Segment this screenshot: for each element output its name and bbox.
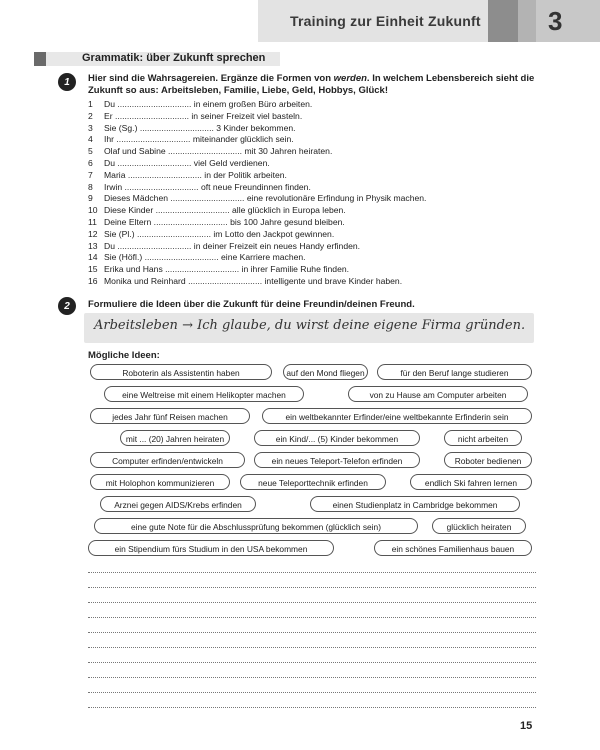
ideas-label: Mögliche Ideen:: [88, 350, 160, 361]
header-accent-mid: [518, 0, 536, 42]
answer-blank[interactable]: ...............................: [162, 264, 242, 275]
row-subject: Sie (Sg.): [104, 122, 138, 133]
exercise-row: [88, 276, 548, 288]
row-subject: Ihr: [104, 134, 115, 145]
answer-blank[interactable]: ...............................: [122, 181, 201, 192]
idea-pill: ein weltbekannter Erfinder/eine weltbekannte Erfinderin sein: [262, 408, 532, 424]
idea-pill: Computer erfinden/entwickeln: [90, 452, 245, 468]
writing-line: [88, 677, 536, 678]
answer-blank[interactable]: ...............................: [115, 99, 194, 109]
header-accent-dark: [488, 0, 518, 42]
exercise-2-instruction: Formuliere die Ideen über die Zukunft für deine Freundin/deinen Freund.: [88, 299, 415, 310]
exercise-row: [88, 158, 548, 170]
answer-blank[interactable]: ...............................: [125, 169, 205, 180]
row-number: 10: [88, 205, 98, 216]
answer-blank[interactable]: ...............................: [142, 252, 221, 263]
writing-line: [88, 572, 536, 573]
idea-pill: jedes Jahr fünf Reisen machen: [90, 408, 250, 424]
row-number: 1: [88, 99, 93, 109]
idea-pill: Roboterin als Assistentin haben: [90, 364, 272, 380]
row-predicate: alle glücklich in Europa leben.: [232, 205, 346, 216]
idea-pill: ein schönes Familienhaus bauen: [374, 540, 532, 556]
arrow-right-icon: →: [182, 318, 193, 333]
idea-pill: Roboter bedienen: [444, 452, 532, 468]
row-subject: Sie (Pl.): [104, 228, 135, 239]
chapter-number: 3: [548, 6, 563, 36]
row-predicate: bis 100 Jahre gesund bleiben.: [230, 216, 345, 227]
row-subject: Erika und Hans: [104, 264, 163, 275]
exercise-1-badge: 1: [58, 73, 76, 91]
row-predicate: mit 30 Jahren heiraten.: [244, 146, 333, 157]
row-subject: Irwin: [104, 181, 123, 192]
row-subject: Du: [104, 157, 115, 168]
row-predicate: im Lotto den Jackpot gewinnen.: [213, 228, 335, 239]
row-predicate: in einem großen Büro arbeiten.: [193, 99, 313, 109]
exercise-1-instruction: Hier sind die Wahrsagereien. Ergänze die Formen von werden. In welchem Lebensbereich sieht die Zukunft so aus: Arbeitsleben, Familie, Liebe, Geld, Hobbys, Glück!: [88, 73, 535, 96]
idea-pill: für den Beruf lange studieren: [377, 364, 532, 380]
writing-line: [88, 662, 536, 663]
exercise-row: [88, 241, 548, 253]
row-predicate: in ihrer Familie Ruhe finden.: [241, 264, 350, 275]
answer-blank[interactable]: ...............................: [112, 110, 192, 121]
exercise-row: [88, 217, 548, 229]
answer-blank[interactable]: ...............................: [134, 228, 214, 239]
writing-line: [88, 602, 536, 603]
answer-blank[interactable]: ...............................: [165, 146, 245, 157]
row-predicate: eine Karriere machen.: [221, 252, 306, 263]
exercise-row: [88, 252, 548, 264]
row-subject: Olaf und Sabine: [104, 146, 166, 157]
answer-blank[interactable]: ...............................: [115, 240, 194, 251]
writing-line: [88, 707, 536, 708]
idea-pill: eine Weltreise mit einem Helikopter machen: [104, 386, 304, 402]
exercise-row: [88, 123, 548, 135]
row-number: 8: [88, 181, 93, 192]
row-subject: Sie (Höfl.): [104, 252, 143, 263]
idea-pill: endlich Ski fahren lernen: [410, 474, 532, 490]
row-subject: Deine Eltern: [104, 216, 152, 227]
row-predicate: in seiner Freizeit viel basteln.: [191, 110, 303, 121]
row-number: 3: [88, 122, 93, 133]
row-number: 6: [88, 157, 93, 168]
row-predicate: in deiner Freizeit ein neues Handy erfinden.: [193, 240, 361, 251]
exercise-row: [88, 99, 548, 111]
page-number: 15: [520, 720, 533, 732]
example-sentence: Arbeitsleben → Ich glaube, du wirst deine eigene Firma gründen.: [94, 318, 526, 333]
exercise-row: [88, 111, 548, 123]
answer-blank[interactable]: ...............................: [153, 205, 232, 216]
row-number: 12: [88, 228, 98, 239]
row-subject: Monika und Reinhard: [104, 275, 186, 286]
exercise-row: [88, 264, 548, 276]
writing-line: [88, 617, 536, 618]
row-number: 2: [88, 110, 93, 121]
row-predicate: in der Politik arbeiten.: [204, 169, 287, 180]
page-title: Training zur Einheit Zukunft: [290, 13, 481, 29]
row-predicate: miteinander glücklich sein.: [192, 134, 294, 145]
exercise-row: [88, 134, 548, 146]
exercise-row: [88, 182, 548, 194]
row-number: 4: [88, 134, 93, 145]
writing-line: [88, 587, 536, 588]
answer-blank[interactable]: ...............................: [114, 134, 193, 145]
idea-pill: glücklich heiraten: [432, 518, 526, 534]
section-title: Grammatik: über Zukunft sprechen: [82, 52, 266, 64]
row-number: 15: [88, 264, 98, 275]
idea-pill: eine gute Note für die Abschlussprüfung bekommen (glücklich sein): [94, 518, 418, 534]
answer-blank[interactable]: ...............................: [137, 122, 217, 133]
row-subject: Maria: [104, 169, 126, 180]
idea-pill: neue Teleporttechnik erfinden: [240, 474, 386, 490]
idea-pill: nicht arbeiten: [444, 430, 522, 446]
exercise-2-badge: 2: [58, 297, 76, 315]
idea-pill: ein Stipendium fürs Studium in den USA bekommen: [88, 540, 334, 556]
row-number: 13: [88, 240, 98, 251]
exercise-row: [88, 170, 548, 182]
chapter-box: [536, 0, 600, 42]
exercise-row: [88, 229, 548, 241]
row-number: 5: [88, 146, 93, 157]
row-predicate: 3 Kinder bekommen.: [216, 122, 296, 133]
idea-pill: auf den Mond fliegen: [283, 364, 368, 380]
row-predicate: oft neue Freundinnen finden.: [200, 181, 311, 192]
section-marker: [34, 52, 46, 66]
row-subject: Dieses Mädchen: [104, 193, 169, 204]
writing-line: [88, 692, 536, 693]
row-number: 7: [88, 169, 93, 180]
row-subject: Du: [104, 99, 115, 109]
exercise-row: [88, 193, 548, 205]
idea-pill: Arznei gegen AIDS/Krebs erfinden: [100, 496, 256, 512]
idea-pill: mit ... (20) Jahren heiraten: [120, 430, 230, 446]
row-subject: Er: [104, 110, 113, 121]
row-number: 16: [88, 275, 98, 286]
exercise-1-list: [88, 99, 548, 288]
writing-line: [88, 632, 536, 633]
row-subject: Diese Kinder: [104, 205, 154, 216]
answer-blank[interactable]: ...............................: [151, 216, 231, 227]
row-predicate: viel Geld verdienen.: [193, 157, 270, 168]
idea-pill: mit Holophon kommunizieren: [90, 474, 230, 490]
idea-pill: ein Kind/... (5) Kinder bekommen: [254, 430, 420, 446]
row-subject: Du: [104, 240, 115, 251]
exercise-row: [88, 146, 548, 158]
row-predicate: intelligente und brave Kinder haben.: [264, 275, 403, 286]
idea-pill: von zu Hause am Computer arbeiten: [348, 386, 528, 402]
row-predicate: eine revolutionäre Erfindung in Physik machen.: [246, 193, 427, 204]
idea-pill: ein neues Teleport-Telefon erfinden: [254, 452, 420, 468]
idea-pill: einen Studienplatz in Cambridge bekommen: [310, 496, 520, 512]
answer-blank[interactable]: ...............................: [185, 275, 265, 286]
row-number: 14: [88, 252, 98, 263]
exercise-row: [88, 205, 548, 217]
row-number: 11: [88, 216, 97, 227]
answer-blank[interactable]: ...............................: [115, 157, 194, 168]
answer-blank[interactable]: ...............................: [168, 193, 247, 204]
writing-line: [88, 647, 536, 648]
row-number: 9: [88, 193, 93, 204]
